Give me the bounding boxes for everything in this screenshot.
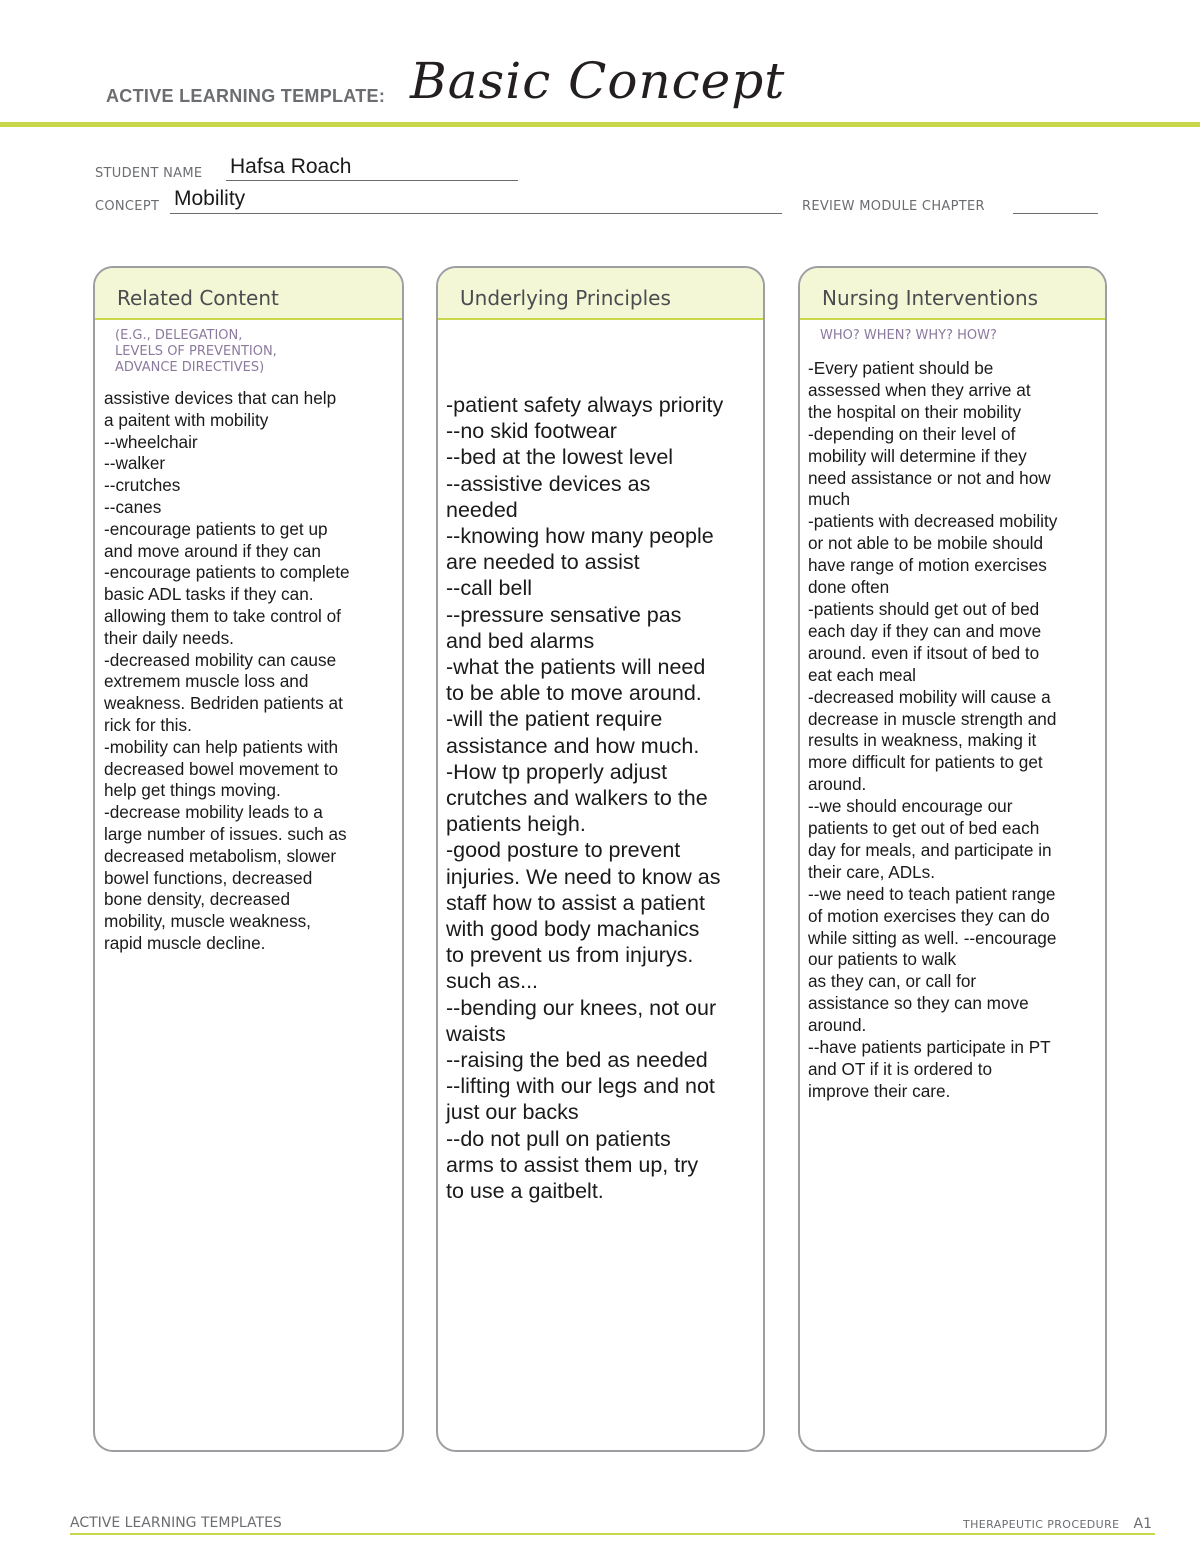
footer-section: THERAPEUTIC PROCEDURE — [962, 1518, 1120, 1531]
panel-title: Underlying Principles — [460, 286, 671, 310]
related-content-panel — [93, 266, 404, 1452]
related-content-text[interactable]: assistive devices that can help a paitent with mobility --wheelchair --walker --crutches --canes -encourage patients to get up and move around if they can -encourage patients to complete basic ADL tasks if they can. allowing them to take control of their daily needs. -decreased mobility can cause extremem muscle loss and weakness. Bedriden patients at rick for this. -mobility can help patients with decreased bowel movement to help get things moving. -decrease mobility leads to a large number of issues. such as decreased metabolism, slower bowel functions, decreased bone density, decreased mobility, muscle weakness, rapid muscle decline. — [104, 388, 350, 953]
concept-field[interactable]: Mobility — [174, 187, 246, 210]
student-name-line — [226, 180, 518, 181]
nursing-interventions-text[interactable]: -Every patient should be assessed when they arrive at the hospital on their mobility -depending on their level of mobility will determine if they need assistance or not and how much -patients with decreased mobility or not able to be mobile should have range of motion exercises done often -patients should get out of bed each day if they can and move around. even if itsout of bed to eat each meal -decreased mobility will cause a decrease in muscle strength and results in weakness, making it more difficult for patients to get around. --we should encourage our patients to get out of bed each day for meals, and participate in their care, ADLs. --we need to teach patient range of motion exercises they can do while sitting as well. --encourage our patients to walk as they can, or call for assistance so they can move around. --have patients participate in PT and OT if it is ordered to improve their care. — [808, 358, 1058, 1101]
underlying-principles-text[interactable]: -patient safety always priority --no skid footwear --bed at the lowest level --assistive devices as needed --knowing how many people are needed to assist --call bell --pressure sensative pas and bed alarms -what the patients will need to be able to move around. -will the patient require assistance and how much. -How tp properly adjust crutches and walkers to the patients heigh. -good posture to prevent injuries. We need to know as staff how to assist a patient with good body machanics to prevent us from injurys. such as... --bending our knees, not our waists --raising the bed as needed --lifting with our legs and not just our backs --do not pull on patients arms to assist them up, try to use a gaitbelt. — [446, 393, 724, 1204]
panel-header — [95, 268, 402, 320]
nursing-interventions-panel — [798, 266, 1107, 1452]
footer-page-code: A1 — [1133, 1516, 1152, 1532]
panel-title: Nursing Interventions — [822, 286, 1039, 310]
concept-line — [170, 213, 782, 214]
panel-subtitle: WHO? WHEN? WHY? HOW? — [820, 328, 997, 343]
concept-label: CONCEPT — [95, 199, 160, 214]
panel-header — [438, 268, 763, 320]
review-module-label: REVIEW MODULE CHAPTER — [802, 199, 985, 214]
footer-divider — [70, 1533, 1155, 1535]
panel-subtitle: (E.G., DELEGATION, LEVELS OF PREVENTION, ADVANCE DIRECTIVES) — [115, 328, 277, 375]
header-divider — [0, 122, 1200, 127]
template-title: Basic Concept — [410, 52, 786, 110]
footer-left-label: ACTIVE LEARNING TEMPLATES — [70, 1515, 282, 1531]
review-module-line — [1013, 213, 1098, 214]
student-name-field[interactable]: Hafsa Roach — [230, 155, 352, 178]
template-label: ACTIVE LEARNING TEMPLATE: — [106, 86, 386, 106]
student-name-label: STUDENT NAME — [95, 166, 203, 181]
panel-header — [800, 268, 1105, 320]
footer-right-label — [963, 1516, 1152, 1532]
panel-title: Related Content — [117, 286, 279, 310]
underlying-principles-panel — [436, 266, 765, 1452]
